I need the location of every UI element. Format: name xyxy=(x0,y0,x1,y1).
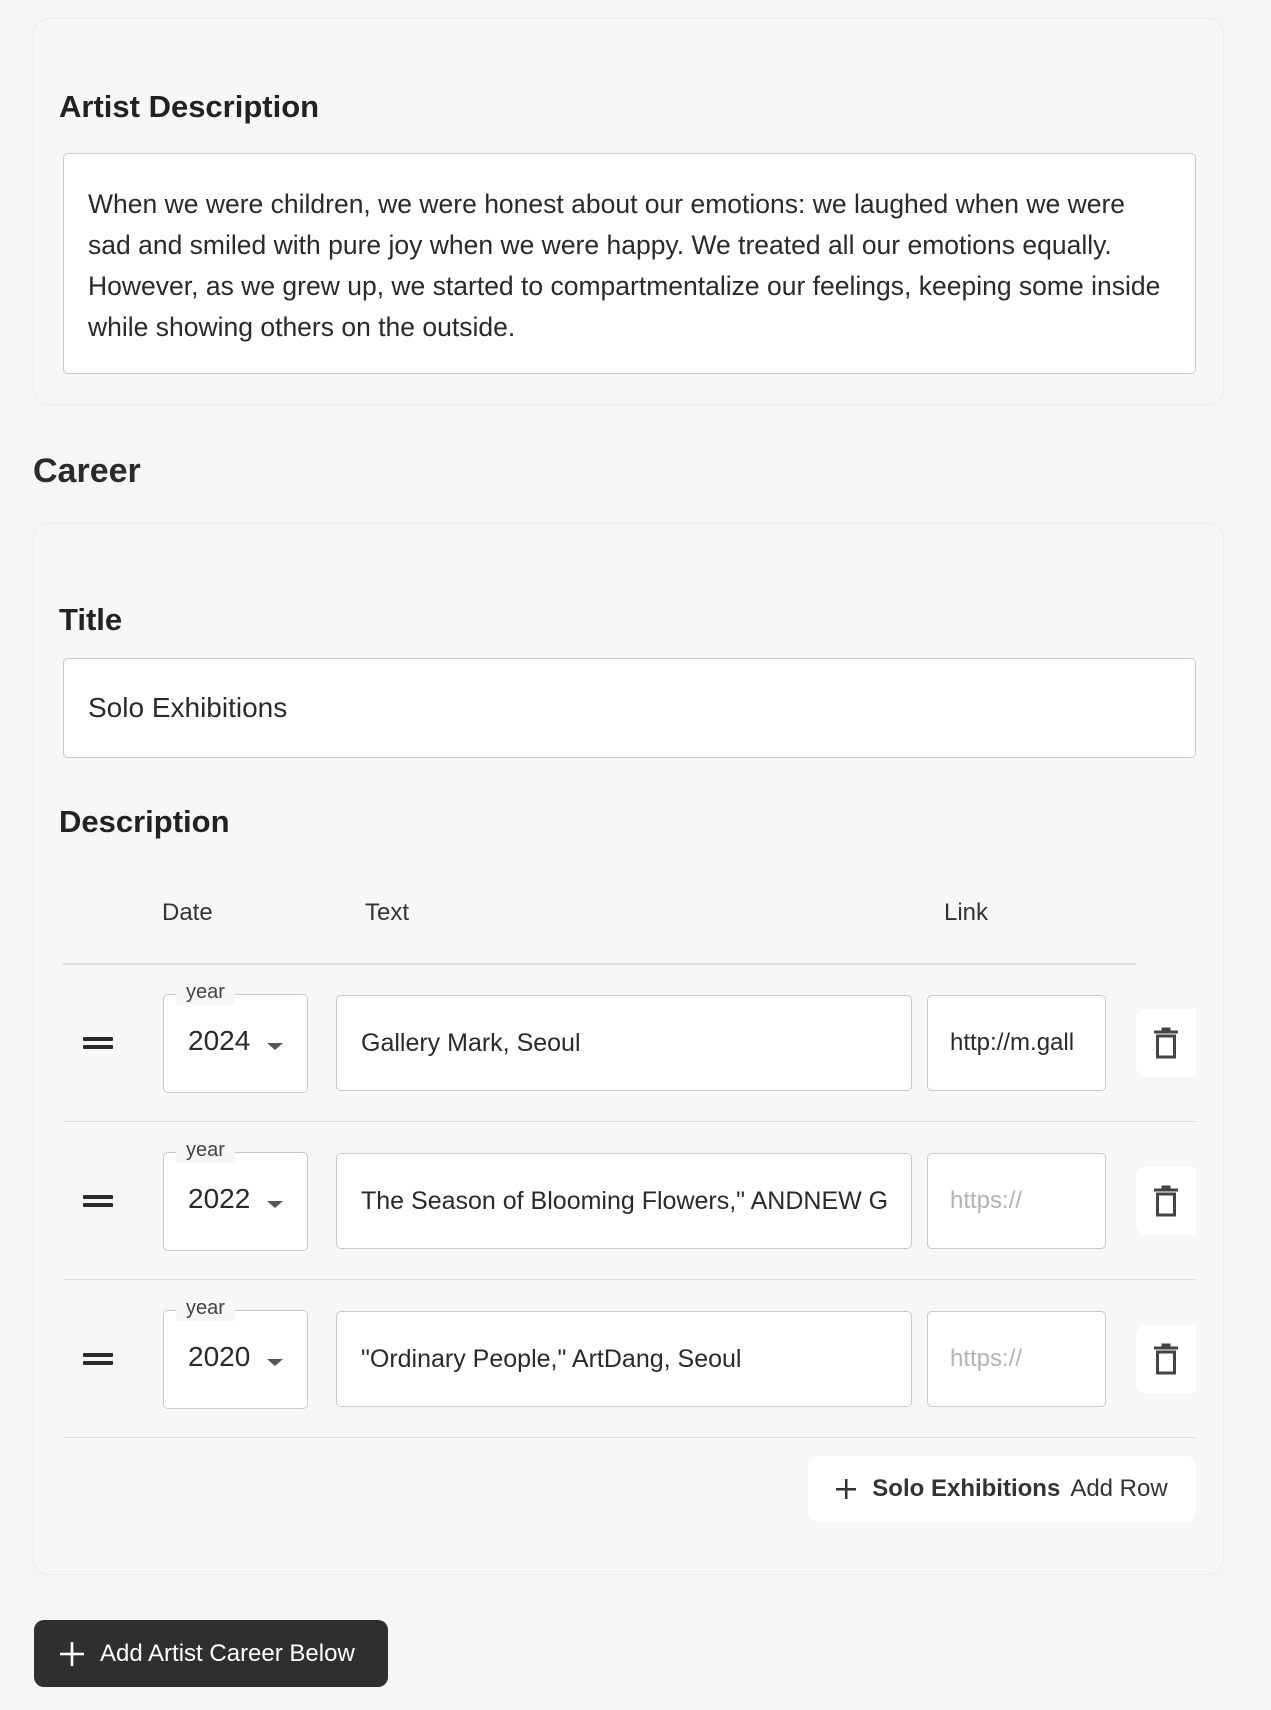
table-row xyxy=(63,1280,1196,1438)
add-artist-career-button[interactable] xyxy=(34,1620,388,1687)
add-row-title: Solo Exhibitions xyxy=(872,1475,1061,1502)
artist-description-card xyxy=(33,18,1224,405)
year-select-value: 2020 xyxy=(188,1341,251,1372)
caret-down-icon xyxy=(267,1043,283,1050)
delete-row-button[interactable] xyxy=(1136,1167,1196,1235)
career-heading: Career xyxy=(33,452,141,490)
year-select[interactable] xyxy=(163,981,308,1093)
year-select[interactable] xyxy=(163,1139,308,1251)
table-row xyxy=(63,964,1196,1122)
row-link-input[interactable] xyxy=(927,1311,1106,1407)
year-select-label: year xyxy=(176,1137,235,1163)
year-select-value: 2024 xyxy=(188,1025,251,1056)
description-label: Description xyxy=(59,804,230,839)
title-input[interactable]: Solo Exhibitions xyxy=(63,658,1196,758)
year-select[interactable] xyxy=(163,1297,308,1409)
year-select-label: year xyxy=(176,1295,235,1321)
row-divider xyxy=(63,1437,1196,1439)
career-card xyxy=(33,523,1224,1575)
trash-icon xyxy=(1153,1185,1179,1217)
table-row xyxy=(63,1122,1196,1280)
artist-description-heading: Artist Description xyxy=(59,89,320,124)
caret-down-icon xyxy=(267,1359,283,1366)
drag-handle-icon[interactable] xyxy=(83,1353,113,1365)
plus-icon xyxy=(836,1479,856,1499)
column-header-date: Date xyxy=(162,899,213,926)
year-select-label: year xyxy=(176,979,235,1005)
trash-icon xyxy=(1153,1343,1179,1375)
row-text-input[interactable]: The Season of Blooming Flowers," ANDNEW G xyxy=(336,1153,912,1249)
drag-handle-icon[interactable] xyxy=(83,1195,113,1207)
column-header-text: Text xyxy=(365,899,410,926)
trash-icon xyxy=(1153,1027,1179,1059)
row-link-input[interactable]: http://m.gall xyxy=(927,995,1106,1091)
link-placeholder: https:// xyxy=(950,1187,1023,1214)
title-label: Title xyxy=(59,602,123,637)
delete-row-button[interactable] xyxy=(1136,1009,1196,1077)
column-header-link: Link xyxy=(944,899,989,926)
link-placeholder: https:// xyxy=(950,1345,1023,1372)
row-link-input[interactable] xyxy=(927,1153,1106,1249)
add-artist-career-label: Add Artist Career Below xyxy=(100,1639,355,1667)
plus-icon xyxy=(60,1642,84,1666)
delete-row-button[interactable] xyxy=(1136,1325,1196,1393)
artist-description-textarea[interactable]: When we were children, we were honest about our emotions: we laughed when we were sad and smiled with pure joy when we were happy. We treated all our emotions equally. However, as we grew up, we started to compartmentalize our feelings, keeping some inside while showing others on the outside. xyxy=(63,153,1196,374)
row-text-input[interactable]: "Ordinary People," ArtDang, Seoul xyxy=(336,1311,912,1407)
caret-down-icon xyxy=(267,1201,283,1208)
row-text-input[interactable]: Gallery Mark, Seoul xyxy=(336,995,912,1091)
add-row-label: Add Row xyxy=(1070,1475,1168,1502)
add-row-button[interactable] xyxy=(808,1456,1196,1522)
year-select-value: 2022 xyxy=(188,1183,251,1214)
drag-handle-icon[interactable] xyxy=(83,1037,113,1049)
